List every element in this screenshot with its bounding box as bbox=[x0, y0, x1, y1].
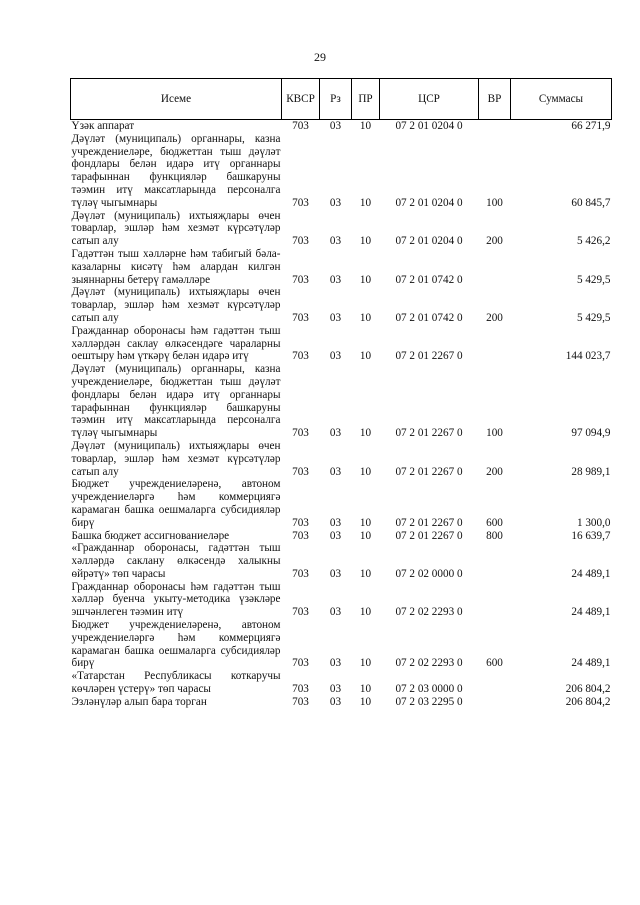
cell-pr: 10 bbox=[359, 516, 372, 529]
cell-kvsr: 703 bbox=[292, 196, 309, 209]
cell-name: Бюджет учреждениеләренә, автоном учреждениеләргә һәм коммерциягә карамаган башка оешмаларга субсидияләр бирү bbox=[71, 478, 281, 529]
cell-kvsr: 703 bbox=[292, 606, 309, 619]
cell-rz: 03 bbox=[329, 683, 342, 696]
page-number: 29 bbox=[314, 50, 326, 64]
cell-name: Эзләнүләр алып бара торган bbox=[71, 695, 207, 708]
cell-rz: 03 bbox=[329, 657, 342, 670]
cell-pr: 10 bbox=[359, 606, 372, 619]
cell-vr bbox=[479, 581, 511, 619]
cell-sum: 1 300,0 bbox=[576, 516, 611, 529]
table-row bbox=[71, 542, 612, 580]
cell-csr: 07 2 03 0000 0 bbox=[395, 683, 463, 696]
cell-sum: 206 804,2 bbox=[565, 695, 611, 708]
table-row bbox=[71, 619, 612, 670]
cell-name: «Татарстан Республикасы коткаручы көчләрен үстерү» төп чарасы bbox=[71, 670, 281, 696]
cell-vr bbox=[479, 248, 511, 286]
cell-sum: 60 845,7 bbox=[571, 196, 611, 209]
cell-csr: 07 2 02 2293 0 bbox=[395, 657, 463, 670]
cell-pr: 10 bbox=[359, 120, 372, 132]
table-row bbox=[71, 363, 612, 440]
cell-pr: 10 bbox=[359, 465, 372, 478]
cell-rz: 03 bbox=[329, 465, 342, 478]
cell-name: Гадәттән тыш хәлләрне һәм табигый бәла-казаларны кисәтү һәм алардан килгән зыяннарны бетерү гамәлләре bbox=[71, 247, 281, 286]
cell-kvsr: 703 bbox=[292, 120, 309, 132]
header-vr: ВР bbox=[479, 79, 511, 120]
cell-vr bbox=[479, 120, 511, 133]
cell-vr: 600 bbox=[486, 516, 503, 529]
cell-pr: 10 bbox=[359, 567, 372, 580]
table-row bbox=[71, 210, 612, 248]
header-rz: Рз bbox=[320, 79, 352, 120]
cell-name: Дәүләт (муниципаль) ихтыяҗлары өчен товарлар, эшләр һәм хезмәт күрсәтүләр сатып алу bbox=[71, 286, 281, 324]
header-csr: ЦСР bbox=[380, 79, 479, 120]
cell-kvsr: 703 bbox=[292, 657, 309, 670]
table-header-row bbox=[71, 79, 612, 120]
cell-vr: 200 bbox=[486, 235, 503, 248]
table-row bbox=[71, 530, 612, 543]
cell-pr: 10 bbox=[359, 235, 372, 248]
cell-vr: 100 bbox=[486, 196, 503, 209]
cell-pr: 10 bbox=[359, 196, 372, 209]
cell-sum: 24 489,1 bbox=[571, 657, 611, 670]
cell-sum: 66 271,9 bbox=[571, 120, 611, 132]
cell-pr: 10 bbox=[359, 427, 372, 440]
cell-kvsr: 703 bbox=[292, 695, 309, 708]
cell-sum: 28 989,1 bbox=[571, 465, 611, 478]
cell-name: Бюджет учреждениеләренә, автоном учреждениеләргә һәм коммерциягә карамаган башка оешмаларга субсидияләр бирү bbox=[71, 619, 281, 670]
cell-name: Дәүләт (муниципаль) органнары, казна учреждениеләре, бюджеттан тыш дәүләт фондлары белән идарә итү органнары тарафыннан функцияләр башкаруны тәэмин итү максатларында персоналга түләү чыгымнары bbox=[71, 363, 281, 440]
cell-sum: 5 426,2 bbox=[576, 235, 611, 248]
cell-name: Башка бюджет ассигнованиеләре bbox=[71, 529, 230, 542]
cell-rz: 03 bbox=[329, 529, 342, 542]
cell-rz: 03 bbox=[329, 516, 342, 529]
cell-pr: 10 bbox=[359, 657, 372, 670]
cell-rz: 03 bbox=[329, 196, 342, 209]
cell-csr: 07 2 01 2267 0 bbox=[395, 350, 463, 363]
cell-csr: 07 2 01 2267 0 bbox=[395, 465, 463, 478]
cell-rz: 03 bbox=[329, 567, 342, 580]
cell-pr: 10 bbox=[359, 683, 372, 696]
cell-pr: 10 bbox=[359, 273, 372, 286]
cell-vr: 200 bbox=[486, 465, 503, 478]
cell-pr: 10 bbox=[359, 529, 372, 542]
cell-rz: 03 bbox=[329, 273, 342, 286]
cell-kvsr: 703 bbox=[292, 273, 309, 286]
cell-vr bbox=[479, 670, 511, 696]
cell-vr: 800 bbox=[486, 529, 503, 542]
cell-kvsr: 703 bbox=[292, 529, 309, 542]
cell-kvsr: 703 bbox=[292, 427, 309, 440]
table-row bbox=[71, 696, 612, 709]
cell-sum: 24 489,1 bbox=[571, 606, 611, 619]
cell-vr: 600 bbox=[486, 657, 503, 670]
header-sum: Суммасы bbox=[511, 79, 612, 120]
cell-csr: 07 2 02 2293 0 bbox=[395, 606, 463, 619]
cell-sum: 5 429,5 bbox=[576, 273, 611, 286]
cell-pr: 10 bbox=[359, 695, 372, 708]
cell-vr bbox=[479, 325, 511, 363]
cell-rz: 03 bbox=[329, 606, 342, 619]
cell-csr: 07 2 01 0742 0 bbox=[395, 273, 463, 286]
cell-csr: 07 2 01 2267 0 bbox=[395, 516, 463, 529]
cell-kvsr: 703 bbox=[292, 235, 309, 248]
cell-name: «Гражданнар оборонасы, гадәттән тыш хәлләрдә саклану өлкәсендә халыкны өйрәтү» төп чарасы bbox=[71, 542, 281, 580]
cell-name: Гражданнар оборонасы һәм гадәттән тыш хәлләр буенча укыту-методика үзәкләре эшчәнлеген тәэмин итү bbox=[71, 580, 281, 619]
cell-name: Дәүләт (муниципаль) ихтыяҗлары өчен товарлар, эшләр һәм хезмәт күрсәтүләр сатып алу bbox=[71, 439, 281, 478]
cell-name: Дәүләт (муниципаль) органнары, казна учреждениеләре, бюджеттан тыш дәүләт фондлары белән идарә итү органнары тарафыннан функцияләр башкаруны тәэмин итү максатларында персоналга түләү чыгымнары bbox=[71, 132, 281, 209]
cell-kvsr: 703 bbox=[292, 516, 309, 529]
budget-table bbox=[70, 78, 612, 709]
table-row bbox=[71, 133, 612, 210]
cell-csr: 07 2 01 0204 0 bbox=[395, 235, 463, 248]
cell-rz: 03 bbox=[329, 235, 342, 248]
table-row bbox=[71, 670, 612, 696]
cell-csr: 07 2 01 0204 0 bbox=[395, 120, 463, 132]
cell-rz: 03 bbox=[329, 427, 342, 440]
cell-name: Дәүләт (муниципаль) ихтыяҗлары өчен товарлар, эшләр һәм хезмәт күрсәтүләр сатып алу bbox=[71, 209, 281, 248]
cell-pr: 10 bbox=[359, 311, 372, 324]
cell-sum: 16 639,7 bbox=[571, 529, 611, 542]
cell-sum: 5 429,5 bbox=[576, 311, 611, 324]
cell-csr: 07 2 01 2267 0 bbox=[395, 427, 463, 440]
table-row bbox=[71, 286, 612, 324]
cell-rz: 03 bbox=[329, 311, 342, 324]
cell-kvsr: 703 bbox=[292, 683, 309, 696]
cell-vr: 200 bbox=[486, 311, 503, 324]
table-row bbox=[71, 120, 612, 133]
cell-csr: 07 2 01 2267 0 bbox=[395, 529, 463, 542]
cell-rz: 03 bbox=[329, 350, 342, 363]
header-kvsr: КВСР bbox=[282, 79, 320, 120]
cell-sum: 206 804,2 bbox=[565, 683, 611, 696]
cell-kvsr: 703 bbox=[292, 311, 309, 324]
cell-pr: 10 bbox=[359, 350, 372, 363]
cell-vr bbox=[479, 542, 511, 580]
header-name: Исеме bbox=[71, 79, 282, 120]
cell-sum: 24 489,1 bbox=[571, 567, 611, 580]
cell-vr: 100 bbox=[486, 427, 503, 440]
table-row bbox=[71, 478, 612, 529]
cell-csr: 07 2 03 2295 0 bbox=[395, 695, 463, 708]
cell-rz: 03 bbox=[329, 120, 342, 132]
table-row bbox=[71, 581, 612, 619]
cell-name: Үзәк аппарат bbox=[71, 120, 135, 132]
cell-csr: 07 2 02 0000 0 bbox=[395, 567, 463, 580]
cell-kvsr: 703 bbox=[292, 350, 309, 363]
cell-csr: 07 2 01 0204 0 bbox=[395, 196, 463, 209]
header-pr: ПР bbox=[352, 79, 380, 120]
cell-name: Гражданнар оборонасы һәм гадәттән тыш хәлләрдән саклау өлкәсендәге чараларны оештыру һәм үткәрү белән идарә итү bbox=[71, 324, 281, 363]
cell-sum: 97 094,9 bbox=[571, 427, 611, 440]
table-row bbox=[71, 248, 612, 286]
cell-sum: 144 023,7 bbox=[565, 350, 611, 363]
cell-kvsr: 703 bbox=[292, 465, 309, 478]
cell-csr: 07 2 01 0742 0 bbox=[395, 311, 463, 324]
table-row bbox=[71, 325, 612, 363]
table-row bbox=[71, 440, 612, 478]
cell-vr bbox=[479, 696, 511, 709]
cell-kvsr: 703 bbox=[292, 567, 309, 580]
cell-rz: 03 bbox=[329, 695, 342, 708]
